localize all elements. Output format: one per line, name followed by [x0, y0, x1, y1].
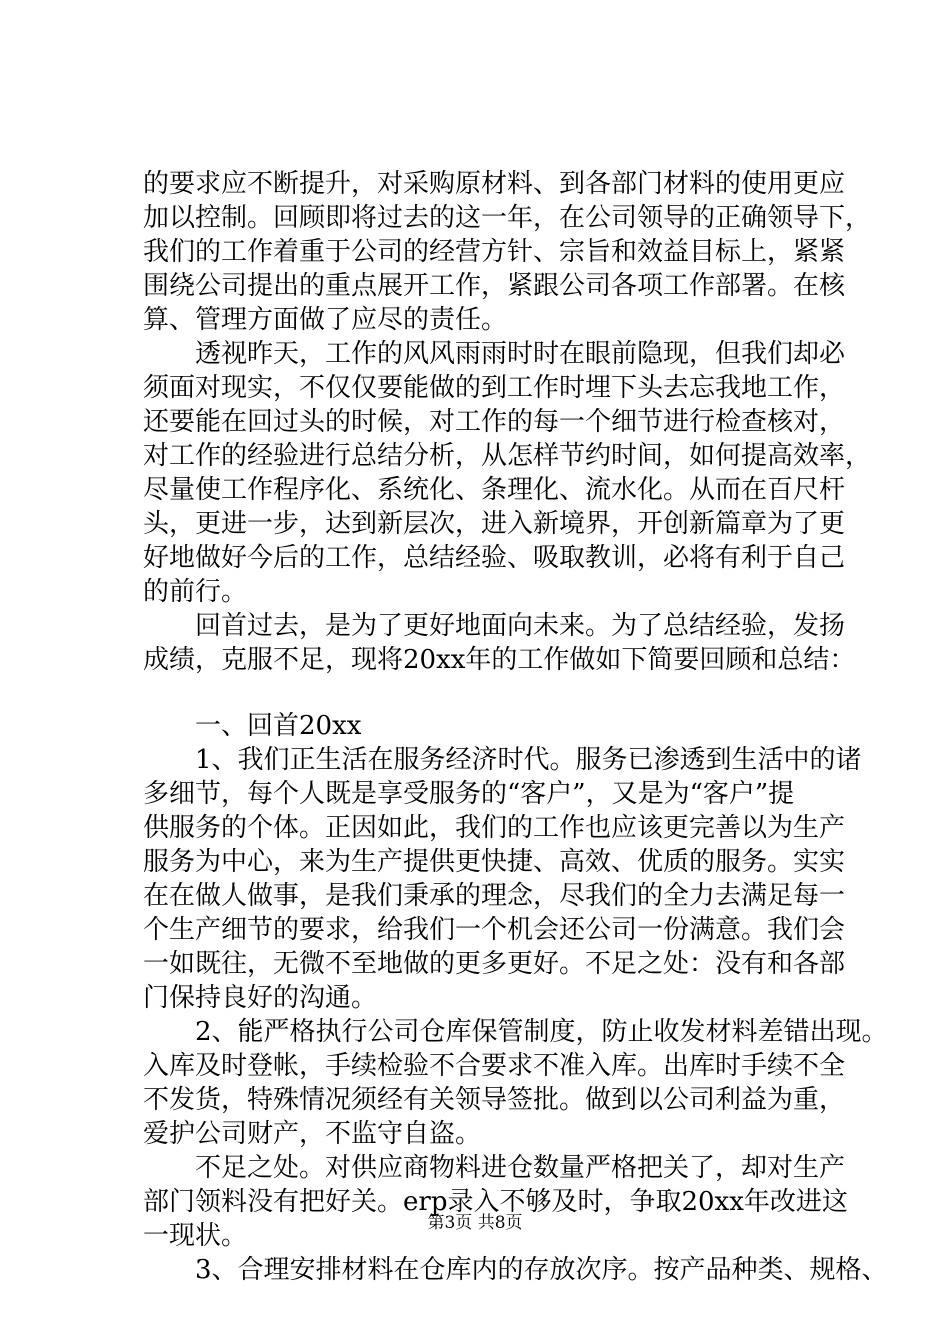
text-line: 围绕公司提出的重点展开工作，紧跟公司各项工作部署。在核: [143, 271, 846, 301]
text-line: 个生产细节的要求，给我们一个机会还公司一份满意。我们会: [143, 915, 846, 945]
text-line: 门保持良好的沟通。: [143, 983, 378, 1013]
text-line: 不发货，特殊情况须经有关领导签批。做到以公司利益为重，: [143, 1085, 846, 1115]
text-line: 多细节，每个人既是享受服务的“客户”，又是为“客户”提: [143, 779, 795, 809]
text-line: 供服务的个体。正因如此，我们的工作也应该更完善以为生产: [143, 813, 846, 843]
text-line: 服务为中心，来为生产提供更快捷、高效、优质的服务。实实: [143, 847, 846, 877]
page-footer: 第3页 共8页: [427, 1213, 523, 1233]
text-line: 的要求应不断提升，对采购原材料、到各部门材料的使用更应: [143, 169, 846, 199]
text-line: 部门领料没有把好关。erp录入不够及时，争取20xx年改进这: [143, 1187, 848, 1217]
text-line: 对工作的经验进行总结分析，从怎样节约时间，如何提高效率，: [143, 441, 872, 471]
text-line: 一如既往，无微不至地做的更多更好。不足之处：没有和各部: [143, 949, 846, 979]
text-line: 2、能严格执行公司仓库保管制度，防止收发材料差错出现。: [143, 1017, 888, 1047]
text-line: 一现状。: [143, 1221, 248, 1251]
text-line: 加以控制。回顾即将过去的这一年，在公司领导的正确领导下，: [143, 203, 872, 233]
text-line: 还要能在回过头的时候，对工作的每一个细节进行检查核对，: [143, 407, 846, 437]
text-line: 爱护公司财产，不监守自盗。: [143, 1119, 482, 1149]
text-line: 入库及时登帐，手续检验不合要求不准入库。出库时手续不全: [143, 1051, 846, 1081]
text-line: 回首过去，是为了更好地面向未来。为了总结经验，发扬: [143, 611, 846, 641]
text-line: 算、管理方面做了应尽的责任。: [143, 305, 508, 335]
text-line: 1、我们正生活在服务经济时代。服务已渗透到生活中的诸: [143, 745, 862, 775]
text-line: 成绩，克服不足，现将20xx年的工作做如下简要回顾和总结：: [143, 645, 856, 675]
text-line: 的前行。: [143, 577, 248, 607]
text-line: 3、合理安排材料在仓库内的存放次序。按产品种类、规格、: [143, 1255, 888, 1285]
text-line: 一、回首20xx: [143, 711, 362, 741]
blank-line: [143, 677, 843, 709]
text-line: 在在做人做事，是我们秉承的理念，尽我们的全力去满足每一: [143, 881, 846, 911]
text-line: 不足之处。对供应商物料进仓数量严格把关了，却对生产: [143, 1153, 846, 1183]
document-body: [143, 167, 888, 1287]
text-line: 透视昨天，工作的风风雨雨时时在眼前隐现，但我们却必: [143, 339, 846, 369]
text-line: 好地做好今后的工作，总结经验、吸取教训，必将有利于自己: [143, 543, 846, 573]
text-line: 尽量使工作程序化、系统化、条理化、流水化。从而在百尺杆: [143, 475, 846, 505]
text-line: 须面对现实，不仅仅要能做的到工作时埋下头去忘我地工作，: [143, 373, 846, 403]
text-line: 我们的工作着重于公司的经营方针、宗旨和效益目标上，紧紧: [143, 237, 846, 267]
text-line: 头，更进一步，达到新层次，进入新境界，开创新篇章为了更: [143, 509, 846, 539]
